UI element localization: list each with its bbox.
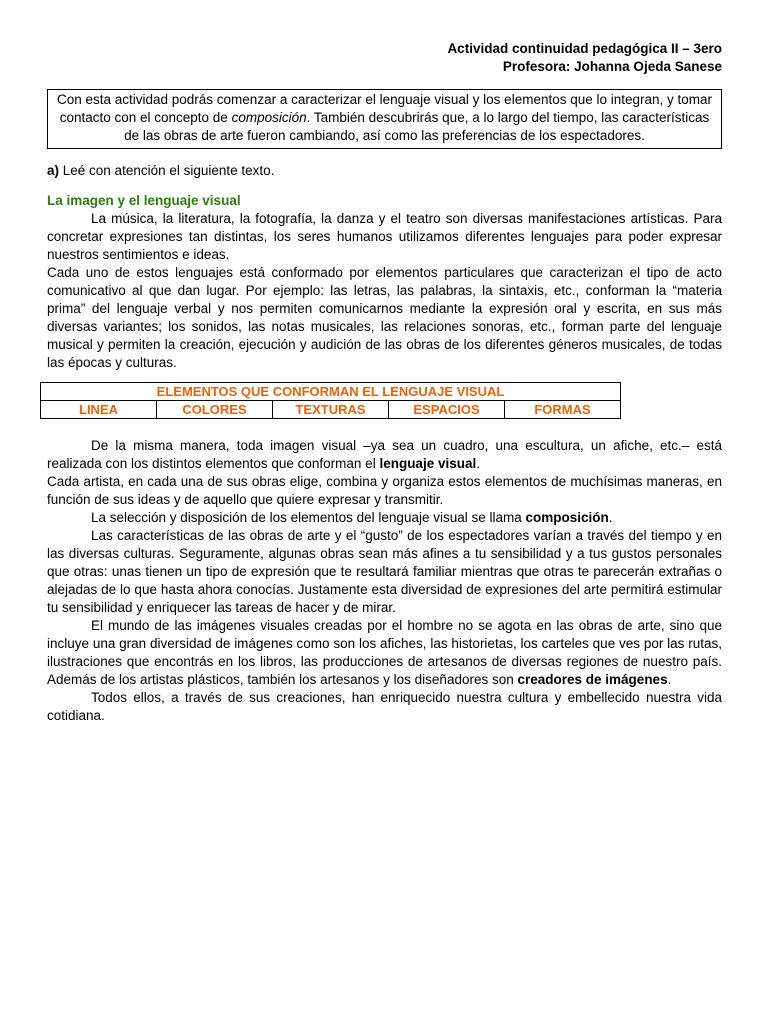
elements-table bbox=[40, 382, 621, 419]
intro-italic-word: composición bbox=[231, 110, 307, 125]
paragraph-3 bbox=[47, 437, 722, 473]
document-header bbox=[47, 40, 722, 76]
elements-table-cell: ESPACIOS bbox=[389, 401, 505, 419]
elements-table-title: ELEMENTOS QUE CONFORMAN EL LENGUAJE VISUAL bbox=[41, 383, 621, 401]
paragraph-2: Cada uno de estos lenguajes está conformado por elementos particulares que caracterizan el tipo de acto comunicativo al que dan lugar. Por ejemplo: las letras, las palabras, la sintaxis, etc., conforman la “materia prima” del lenguaje verbal y nos permiten comunicarnos mediante la expresión oral y escrita, en sus más diversas variantes; los sonidos, las notas musicales, las relaciones sonoras, etc., forman parte del lenguaje musical y permiten la creación, ejecución y audición de las obras de los diferentes géneros musicales, de todas las épocas y culturas. bbox=[47, 265, 722, 370]
paragraph-5 bbox=[47, 509, 722, 527]
paragraph-7-bold: creadores de imágenes bbox=[517, 672, 668, 687]
paragraph-7 bbox=[47, 617, 722, 689]
paragraph-6: Las características de las obras de arte y el “gusto” de los espectadores varían a través del tiempo y en las diversas culturas. Seguramente, algunas obras sean más afines a tu sensibilidad y a tus gustos personales que otras: unas tienen un tipo de expresión que te resultará familiar mientras que otras te parecerán extrañas o alejadas de lo que hasta ahora conocías. Justamente esta diversidad de expresiones del arte permitirá estimular tu sensibilidad y enriquecer las tareas de hacer y de mirar. bbox=[47, 528, 722, 615]
paragraph-5-text: La selección y disposición de los elementos del lenguaje visual se llama bbox=[91, 510, 526, 525]
document-page bbox=[47, 40, 722, 725]
header-activity-title: Actividad continuidad pedagógica II – 3ero bbox=[447, 41, 722, 56]
task-instruction bbox=[47, 162, 722, 180]
elements-table-cell: LINEA bbox=[41, 401, 157, 419]
task-label: a) bbox=[47, 163, 60, 178]
paragraph-8: Todos ellos, a través de sus creaciones, han enriquecido nuestra cultura y embellecido nuestra vida cotidiana. bbox=[47, 690, 722, 723]
paragraph-7-text: El mundo de las imágenes visuales creadas por el hombre no se agota en las obras de arte, sino que incluye una gran diversidad de imágenes como son los afiches, las historietas, los carteles que ves por las rutas, ilustraciones que encontrás en los libros, las producciones de artesanos de diversas regiones de nuestro país. Además de los artistas plásticos, también los artesanos y los diseñadores son bbox=[47, 618, 722, 687]
elements-table-cell: FORMAS bbox=[505, 401, 621, 419]
paragraph-3-bold: lenguaje visual bbox=[379, 456, 477, 471]
header-teacher-name: Profesora: Johanna Ojeda Sanese bbox=[502, 59, 722, 74]
paragraph-3-end: . bbox=[476, 456, 480, 471]
paragraph-5-bold: composición bbox=[525, 510, 609, 525]
intro-box bbox=[47, 89, 722, 149]
paragraph-1: La música, la literatura, la fotografía, la danza y el teatro son diversas manifestaciones artísticas. Para concretar expresiones tan distintas, los seres humanos utilizamos diferentes lenguajes para poder expresar nuestros sentimientos e ideas. bbox=[47, 211, 722, 262]
paragraph-4: Cada artista, en cada una de sus obras elige, combina y organiza estos elementos de muchísimas maneras, en función de sus ideas y de aquello que quiere expresar y transmitir. bbox=[47, 474, 722, 507]
paragraph-3-text: De la misma manera, toda imagen visual –ya sea un cuadro, una escultura, un afiche, etc.– está realizada con los distintos elementos que conforman el bbox=[47, 438, 722, 471]
section-title: La imagen y el lenguaje visual bbox=[47, 193, 241, 208]
elements-table-cell: COLORES bbox=[157, 401, 273, 419]
elements-table-cell: TEXTURAS bbox=[273, 401, 389, 419]
paragraph-5-end: . bbox=[608, 510, 613, 525]
task-text: Leé con atención el siguiente texto. bbox=[59, 163, 275, 178]
intro-text-after: . También descubrirás que, a lo largo del tiempo, las características de las obras de arte fueron cambiando, así como las preferencias de los espectadores. bbox=[124, 110, 710, 143]
intro-text-before: Con esta actividad podrás comenzar a caracterizar el lenguaje visual y los elementos que lo integran, y tomar contacto con el concepto de bbox=[56, 92, 713, 125]
paragraph-7-end: . bbox=[667, 672, 672, 687]
body-after-table bbox=[47, 437, 722, 725]
